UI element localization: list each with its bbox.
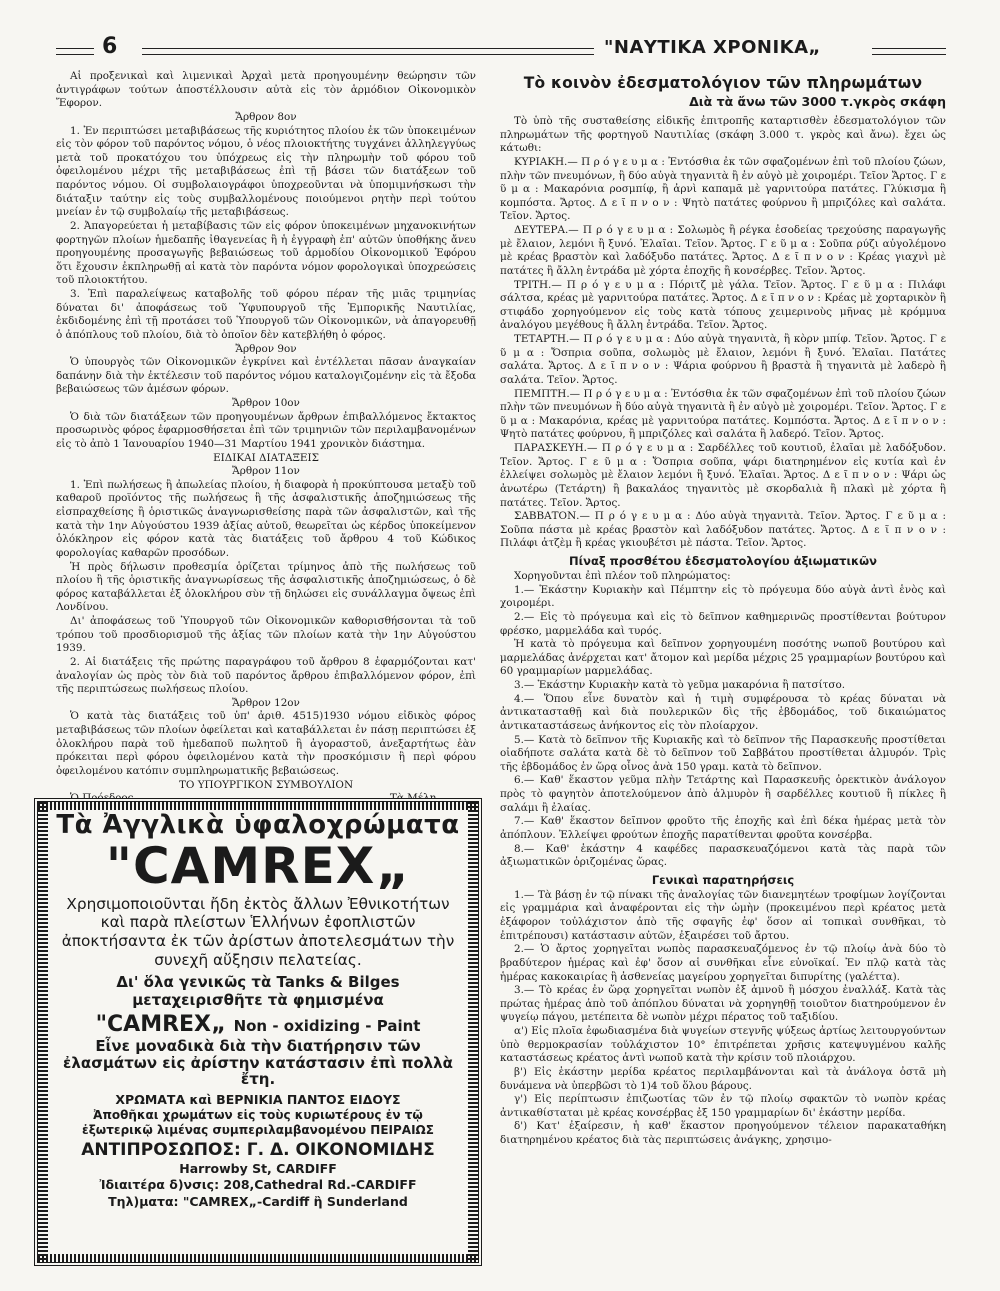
ad-paint-type: Non - oxidizing - Paint	[233, 1016, 421, 1035]
ad-address-2: Ἰδιαιτέρα δ)νσις: 208,Cathedral Rd.-CARDIFF	[99, 1177, 417, 1193]
masthead: "ΝΑΥΤΙΚΑ ΧΡΟΝΙΚΑ„	[604, 37, 821, 58]
article-intro: Τὸ ὑπὸ τῆς συσταθείσης εἰδικῆς ἐπιτροπῆς καταρτισθὲν ἐδεσματολόγιον τῶν πληρωμάτων τῆς φορτηγοῦ Ναυτιλίας (σκάφη 3.000 τ. γκρὸς καὶ ἄνω). ἔχει ὡς κάτωθι:	[500, 115, 946, 155]
general-remark: δ') Κατ' ἐξαίρεσιν, ἡ καθ' ἕκαστον προηγούμενον τέλειον παρακαταθήκη διατηρημένου κρέατος διὰ τὰς περιπτώσεις ἀνάγκης, χρησιμο-	[500, 1120, 946, 1146]
ad-brand: "CAMREX„	[105, 837, 411, 895]
general-remark: 3.— Τὸ κρέας ἐν ὥρᾳ χορηγεῖται νωπὸν ἐξ ἀμνοῦ ἢ μόσχου ἐναλλάξ. Κατὰ τὰς πρώτας ἡμέρας ἀπὸ τοῦ ἀπόπλου δύναται νὰ χορηγηθῇ τοιοῦτον διατηρούμενον ἐν ψυγείῳ πάγου, μετέπειτα δὲ νωπὸν μέχρι πέρατος τοῦ ταξιδίου.	[500, 984, 946, 1024]
law-paragraph: Δι' ἀποφάσεως τοῦ Ὑπουργοῦ τῶν Οἰκονομικῶν καθορισθήσονται τὰ τοῦ τρόπου τοῦ προσδιορισμοῦ τῆς ἀξίας τῶν πλοίων κατὰ τὴν 1ην Αὐγούστου 1939.	[56, 615, 476, 655]
law-paragraph: Ἄρθρον 11ον	[232, 465, 300, 478]
header-rule-left	[56, 48, 94, 55]
general-remarks	[500, 889, 946, 1148]
law-paragraph: Ὁ ὑπουργὸς τῶν Οἰκονομικῶν ἐγκρίνει καὶ ἐντέλλεται πᾶσαν ἀναγκαίαν δαπάνην διὰ τὴν ἐκτέλεσιν τοῦ παρόντος νόμου καταλογιζομένην εἰς τὰ ἔξοδα βεβαιώσεως τῶν ἀμέσων φόρων.	[56, 356, 476, 396]
law-text	[56, 70, 476, 792]
law-paragraph: 1. Ἐπὶ πωλήσεως ἢ ἀπωλείας πλοίου, ἡ διαφορὰ ἡ προκύπτουσα μεταξὺ τοῦ καθαροῦ προϊόντος τῆς πωλήσεως ἢ τῆς ἀσφαλιστικῆς ἀποζημιώσεως τῆς εἰσπραχθείσης ἢ ὁριστικῶς ἀναγνωρισθείσης παρὰ τῶν ἀσφαλιστῶν, καὶ τῆς κατὰ τὴν 1ην Αὐγούστου 1939 ἀξίας αὐτοῦ, θεωρεῖται ὡς κέρδος ὑποκείμενον ὁλόκληρον εἰς φόρον κατὰ τὰς διατάξεις τοῦ ἄρθρου 4 τοῦ Κώδικος φορολογίας καθαρῶν προσόδων.	[56, 478, 476, 559]
law-paragraph: Αἱ προξενικαὶ καὶ λιμενικαὶ Ἀρχαὶ μετὰ προηγουμένην θεώρησιν τῶν ἀντιγράφων τούτων ἀποστέλλουσιν αὐτὰ εἰς τὸν ἁρμόδιον Οἰκονομικὸν Ἔφορον.	[56, 70, 476, 110]
header-rule-right	[872, 48, 946, 55]
ad-border-right	[468, 802, 478, 1262]
general-remark: α') Εἰς πλοῖα ἐφωδιασμένα διὰ ψυγείων στεγνῆς ψύξεως ἀρτίως λειτουργούντων ὑπὸ θερμοκρασίαν τοὐλάχιστον 10° ἐπιτρέπεται χρῆσις κατεψυγμένου καλῆς καταστάσεως κρέατος ἀντὶ νωποῦ κατὰ τὴν κρίσιν τοῦ πλοιάρχου.	[500, 1025, 946, 1065]
officers-item: 3.— Ἑκάστην Κυριακὴν κατὰ τὸ γεῦμα μακαρόνια ἢ πατσίτσο.	[514, 679, 846, 691]
menu-day: ΤΕΤΑΡΤΗ.— Π ρ ό γ ε υ μ α : Δύο αὐγὰ τηγανιτὰ, ἢ κὸρν μπίφ. Τεῖον. Ἄρτος. Γ ε ῦ μ α : Ὄσπρια σοῦπα, σολωμὸς μὲ ἔλαιον, λεμόνι ἢ ξυνό. Ἐλαῖαι. Πατάτες σαλάτα. Ἄρτος. Δ ε ῖ π ν ο ν : Ψάρια φούρνου ἢ βραστὰ ἢ τηγανιτὰ μὲ λαδερὸ ἢ σαλάτα. Τεῖον. Ἄρτος.	[500, 333, 946, 386]
law-paragraph: ΤΟ ΥΠΟΥΡΓΙΚΟΝ ΣΥΜΒΟΥΛΙΟΝ	[178, 778, 354, 791]
law-paragraph: 2. Ἀπαγορεύεται ἡ μεταβίβασις τῶν εἰς φόρον ὑποκειμένων μηχανοκινήτων φορτηγῶν πλοίων ἡμεδαπῆς ἰθαγενείας ἢ ἡ ἐγγραφὴ ἐπ' αὐτῶν ὑποθήκης ἄνευ προηγουμένης προσαγωγῆς βεβαιώσεως τοῦ ἁρμοδίου Οἰκονομικοῦ Ἐφόρου ὅτι ἔχουσιν ἐκπληρωθῇ αἱ κατὰ τὸν παρόντα νόμον φορολογικαὶ ὑποχρεώσεις τοῦ πλοιοκτήτου.	[56, 219, 476, 287]
menu-day: ΠΕΜΠΤΗ.— Π ρ ό γ ε υ μ α : Ἐντόσθια ἐκ τῶν σφαζομένων ἐπὶ τοῦ πλοίου ζώων πλὴν τῶν πνευμόνων ἢ δύο αὐγὰ τηγανιτὰ ἢ ἐν αὐγὸ μὲ χοιρομέρι. Τεῖον. Ἄρτος. Γ ε ῦ μ α : Μακαρόνια, κρέας μὲ γαρνιτούρα πατάτες. Κομπόστα. Ἄρτος. Δ ε ῖ π ν ο ν : Ψητὸ πατάτες φούρνου, ἢ μπριζόλες καὶ σαλάτα ἢ λαδερό. Τεῖον. Ἄρτος.	[500, 387, 946, 441]
page-number: 6	[102, 34, 118, 59]
menu-day: ΚΥΡΙΑΚΗ.— Π ρ ό γ ε υ μ α : Ἐντόσθια ἐκ τῶν σφαζομένων ἐπὶ τοῦ πλοίου ζώων, πλὴν τῶν πνευμόνων, ἢ δύο αὐγὰ τηγανιτὰ ἢ ἐν αὐγὸ μὲ χοιρομέρι. Τεῖον Ἄρτος. Γ ε ῦ μ α : Μακαρόνια ροσμπίφ, ἢ ἀρνὶ καπαμᾶ μὲ γαρνιτούρα πατάτες. Γλύκισμα ἢ κομπόστα. Ἄρτος. Δ ε ῖ π ν ο ν : Ψητὸ πατάτες φούρνου ἢ μπριζόλες καὶ σαλάτα. Τεῖον. Ἄρτος.	[500, 155, 946, 223]
officers-item: Χορηγοῦνται ἐπὶ πλέον τοῦ πληρώματος:	[514, 570, 731, 582]
law-paragraph: 2. Αἱ διατάξεις τῆς πρώτης παραγράφου τοῦ ἄρθρου 8 ἐφαρμόζονται κατ' ἀναλογίαν ὡς πρὸς τὸν διὰ τοῦ παρόντος ἄρθρου ἐπιβαλλόμενον φόρον, ἐπὶ τῆς περιπτώσεως πωλήσεως πλοίου.	[56, 655, 476, 696]
menu-day: ΤΡΙΤΗ.— Π ρ ό γ ε υ μ α : Πόριτζ μὲ γάλα. Τεῖον. Ἄρτος. Γ ε ῦ μ α : Πιλάφι σάλτσα, κρέας μὲ γαρνιτούρα πατάτες. Ἄρτος. Δ ε ῖ π ν ο ν : Κρέας μὲ χορταρικὸν ἢ στιφάδο χορηγούμενον εἰς τοὺς κατὰ τόπους χειμερινοὺς μῆνας μὲ κρόμμυα ἀναλόγου μεγέθους ἢ ἄλλη ἐντράδα. Τεῖον. Ἄρτος.	[500, 278, 946, 332]
weekly-menu	[500, 156, 946, 551]
officers-item: 5.— Κατὰ τὸ δεῖπνον τῆς Κυριακῆς καὶ τὸ δεῖπνον τῆς Παρασκευῆς προστίθεται οἰαδήποτε σαλάτα κατὰ δὲ τὸ δεῖπνον τοῦ Σαββάτου προστίθεται ἁλμυρόν. Τρὶς τῆς ἑβδομάδος ἐν ὥρᾳ οἶνος ἀνὰ 150 γραμ. κατὰ τὸ δεῖπνον.	[500, 733, 946, 773]
law-paragraph: Ἄρθρον 8ον	[235, 110, 297, 123]
law-paragraph: Ἡ πρὸς δήλωσιν προθεσμία ὁρίζεται τρίμηνος ἀπὸ τῆς πωλήσεως τοῦ πλοίου ἢ τῆς ὁριστικῆς ἀναγνωρίσεως τῆς ἀσφαλιστικῆς ἀποζημιώσεως, ὁ δὲ φόρος καταβάλλεται ἐξ ὁλοκλήρου σὺν τῇ δηλώσει εἰς συνάλλαγμα ὄψεως ἐπὶ Λονδίνου.	[56, 560, 476, 614]
ad-brand-paint	[56, 1012, 460, 1037]
article-title: Τὸ κοινὸν ἐδεσματολόγιον τῶν πληρωμάτων	[523, 74, 923, 92]
officers-item: 8.— Καθ' ἑκάστην 4 καφέδες παρασκευαζόμενοι κατὰ τὰς παρὰ τῶν ἀξιωματικῶν ὁριζομένας ὥρας.	[500, 842, 946, 869]
camrex-advertisement	[34, 798, 482, 1266]
menu-day: ΣΑΒΒΑΤΟΝ.— Π ρ ό γ ε υ μ α : Δύο αὐγὰ τηγανιτὰ. Τεῖον. Ἄρτος. Γ ε ῦ μ α : Σοῦπα πάστα μὲ κρέας βραστὸν καὶ λαδόξυδον πατάτες. Ἄρτος. Δ ε ῖ π ν ο ν : Πιλάφι ἀτζὲμ ἢ κρέας γκιουβέτσι μὲ πάστα. Τεῖον. Ἄρτος.	[500, 510, 946, 550]
law-paragraph: Ἄρθρον 12ον	[232, 696, 300, 709]
ad-tanks-line: Δι' ὅλα γενικῶς τὰ Tanks & Bilges μεταχειρισθῆτε τὰ φημισμένα	[116, 973, 400, 1009]
law-paragraph: Ἄρθρον 10ον	[232, 397, 300, 409]
ad-paints-varnish: ΧΡΩΜΑΤΑ καὶ ΒΕΡΝΙΚΙΑ ΠΑΝΤΟΣ ΕΙΔΟΥΣ	[115, 1092, 401, 1108]
officers-item: 6.— Καθ' ἕκαστον γεῦμα πλὴν Τετάρτης καὶ Παρασκευῆς ὀρεκτικὸν ἀνάλογον πρὸς τὸ φαγητὸν ἀποτελούμενον ἀπὸ ἁλμυρὸν ἢ σαρδέλλες κουτιοῦ ἢ πίκλες ἢ σαλάμι ἢ ἐλαίας.	[500, 774, 946, 814]
officers-menu	[500, 570, 946, 870]
ad-border-top	[38, 802, 478, 810]
officers-item: Ἡ κατὰ τὸ πρόγευμα καὶ δεῖπνον χορηγουμένη ποσότης νωποῦ βουτύρου καὶ μαρμελάδας ἀνέρχεται κατ' ἄτομον καὶ μερίδα μέχρις 25 γραμμαρίων βουτύρου καὶ 60 γραμμαρίων μαρμελάδας.	[500, 638, 946, 678]
law-paragraph: Ὁ διὰ τῶν διατάξεων τῶν προηγουμένων ἄρθρων ἐπιβαλλόμενος ἔκτακτος προσωρινὸς φόρος ἐφαρμοσθήσεται ἐπὶ τῶν τριμηνιῶν τῶν περιλαμβανομένων εἰς τὸ ἀπὸ 1 Ἰανουαρίου 1940—31 Μαρτίου 1941 χρονικὸν διάστημα.	[56, 410, 476, 450]
officers-item: 7.— Καθ' ἕκαστον δεῖπνον φροῦτο τῆς ἐποχῆς καὶ ἐπὶ δέκα ἡμέρας μετὰ τὸν ἀπόπλουν. Ἐλλείψει φρούτων ἐποχῆς παρατίθενται φροῦτα κονσέρβα.	[500, 815, 946, 841]
general-remark: γ') Εἰς περίπτωσιν ἐπιζωοτίας τῶν ἐν τῷ πλοίῳ σφακτῶν τὸ νωπὸν κρέας ἀντικαθίσταται μὲ κρέας κονσέρβας ἐξ 150 γραμμαρίων δι' ἑκάστην μερίδα.	[500, 1093, 946, 1119]
officers-heading: Πίναξ προσθέτου ἐδεσματολογίου ἀξιωματικῶν	[569, 554, 877, 568]
officers-item: 4.— Ὅπου εἶνε δυνατὸν καὶ ἡ τιμὴ συμφέρουσα τὸ κρέας δύναται νὰ ἀντικατασταθῇ καὶ διὰ πουλερικῶν δὶς τῆς ἑβδομάδος, τοῦ δικαιώματος ἀντικαταστάσεως ἀνήκοντος εἰς τὸν πλοίαρχον.	[500, 692, 946, 732]
law-column	[56, 70, 476, 792]
ad-body: Χρησιμοποιοῦνται ἤδη ἐκτὸς ἄλλων Ἐθνικοτήτων καὶ παρὰ πλείστων Ἑλλήνων ἐφοπλιστῶν ἀποκτήσαντα ἐκ τῶν ἀρίστων ἀποτελεσμάτων τὴν συνεχῆ αὔξησιν πελατείας.	[61, 894, 455, 970]
general-heading: Γενικαὶ παρατηρήσεις	[651, 872, 795, 887]
ad-headline: Τὰ Ἀγγλικὰ ὑφαλοχρώματα	[56, 810, 460, 840]
ad-rep-name: Γ. Δ. ΟΙΚΟΝΟΜΙΔΗΣ	[246, 1139, 435, 1160]
ad-warehouses: Ἀποθῆκαι χρωμάτων εἰς τοὺς κυριωτέρους ἐν τῷ ἐξωτερικῷ λιμένας συμπεριλαμβανομένου ΠΕΙΡΑΙΩΣ	[82, 1108, 434, 1137]
ad-rep-label: ΑΝΤΙΠΡΟΣΩΠΟΣ:	[81, 1139, 241, 1160]
ad-unique-line: Εἶνε μοναδικὰ διὰ τὴν διατήρησιν τῶν ἐλασμάτων εἰς ἀρίστην κατάστασιν ἐπὶ πολλὰ ἔτη.	[63, 1036, 453, 1089]
law-paragraph: 3. Ἐπὶ παραλείψεως καταβολῆς τοῦ φόρου πέραν τῆς μιᾶς τριμηνίας δύναται δι' ἀποφάσεως τοῦ Ὑφυπουργοῦ τῆς Ἐμπορικῆς Ναυτιλίας, ἐκδιδομένης ἐπὶ τῇ προτάσει τοῦ Ὑπουργοῦ τῶν Οἰκονομικῶν, νὰ ἀπαγορευθῇ ὁ ἀπόπλους τοῦ πλοίου, διὰ τὸ ὁποῖον δὲν κατεβλήθη ὁ φόρος.	[56, 288, 476, 341]
menu-article	[500, 70, 946, 1260]
ad-brand-2: "CAMREX„	[95, 1011, 226, 1037]
article-subtitle: Διὰ τὰ ἄνω τῶν 3000 τ.γκρὸς σκάφη	[689, 94, 946, 109]
general-remark: β') Εἰς ἑκάστην μερίδα κρέατος περιλαμβάνονται καὶ τὰ ἀνάλογα ὀστᾶ μὴ δυνάμενα νὰ ὑπερβῶσι τὸ 1)4 τοῦ ὅλου βάρους.	[500, 1065, 946, 1092]
law-paragraph: 1. Ἐν περιπτώσει μεταβιβάσεως τῆς κυριότητος πλοίου ἐκ τῶν ὑποκειμένων εἰς τὸν φόρον τοῦ παρόντος νόμου, ὁ νέος πλοιοκτήτης τυγχάνει ἀλληλεγγύως μετὰ τοῦ προκατόχου του ὑπόχρεως εἰς τὴν πληρωμὴν τοῦ φόρου τοῦ ὀφειλομένου μέχρι τῆς μεταβιβάσεως ἐπὶ τῇ βάσει τῶν διατάξεων τοῦ παρόντος νόμου. Οἱ συμβολαιογράφοι ὑποχρεοῦνται νὰ ὑπομιμνήσκωσι τὴν διάταξιν ταύτην εἰς τοὺς συμβαλλομένους ποιούμενοι ρητὴν περὶ τούτου μνείαν ἐν τῷ συμβολαίῳ τῆς μεταβιβάσεως.	[56, 124, 476, 219]
officers-item: 1.— Ἑκάστην Κυριακὴν καὶ Πέμπτην εἰς τὸ πρόγευμα δύο αὐγὰ ἀντὶ ἑνὸς καὶ χοιρομέρι.	[500, 583, 946, 610]
law-paragraph: Ἄρθρον 9ον	[235, 342, 297, 355]
ad-address-3: Τηλ)ματα: "CAMREX„-Cardiff ἢ Sunderland	[108, 1193, 408, 1209]
ad-representative	[56, 1140, 460, 1160]
general-remark: 1.— Τὰ βάσῃ ἐν τῷ πίνακι τῆς ἀναλογίας τῶν διανεμητέων τροφίμων λογίζονται εἰς γραμμάρια καὶ ἀναφέρονται εἰς τὴν ὠμὴν (προκειμένου περὶ κρέατος μετὰ ἐξάφορον τοὐλάχιστον ἀπὸ τῆς σφαγῆς ἐφ' ὅσον αἱ τοπικαὶ συνθῆκαι, τὸ ἐπιτρέπουσι) κατάστασιν αὐτῶν, ἐξαιρέσει τοῦ ἄρτου.	[500, 888, 946, 942]
page-header	[56, 34, 946, 62]
ad-border-bottom	[38, 1254, 478, 1262]
ad-address-1: Harrowby St, CARDIFF	[179, 1160, 337, 1176]
general-remark: 2.— Ὁ ἄρτος χορηγεῖται νωπὸς παρασκευαζόμενος ἐν τῷ πλοίῳ ἀνὰ δύο τὸ βραδύτερον ἡμέρας καὶ ἐφ' ὅσον αἱ συνθῆκαι εἶνε εὐνοϊκαί. Ἐν πλῷ κατὰ τὰς ἡμέρας κακοκαιρίας ἢ ἀσθενείας μαγείρου χορηγεῖται διπυρίτης (γαλέττα).	[500, 943, 946, 983]
ad-border-left	[38, 802, 48, 1262]
law-paragraph: ΕΙΔΙΚΑΙ ΔΙΑΤΑΞΕΙΣ	[213, 451, 319, 464]
menu-day: ΔΕΥΤΕΡΑ.— Π ρ ό γ ε υ μ α : Σολωμὸς ἢ ρέγκα ἐσοδείας τρεχούσης παραγωγῆς μὲ ἔλαιον, λεμόνι ἢ ξυνό. Ἐλαῖαι. Τεῖον. Ἄρτος. Γ ε ῦ μ α : Σοῦπα ρύζι αὐγολέμονο μὲ κρέας βραστὸν καὶ λαδόξυδο πατάτες. Ἄρτος. Δ ε ῖ π ν ο ν : Κρέας γιαχνὶ μὲ πατάτες ἢ ἄλλη ἐντράδα μὲ χόρτα ἐποχῆς ἢ κονσέρβες. Τεῖον. Ἄρτος.	[500, 224, 946, 277]
law-paragraph: Ὁ κατὰ τὰς διατάξεις τοῦ ὑπ' ἀριθ. 4515)1930 νόμου εἰδικὸς φόρος μεταβιβάσεως τῶν πλοίων ὀφείλεται καὶ καταβάλλεται ἐν πάσῃ περιπτώσει ἐξ ὁλοκλήρου παρὰ τοῦ ἡμεδαποῦ πωλητοῦ ἢ ἀγοραστοῦ, ἀνεξαρτήτως ἐὰν πρόκειται περὶ φόρου ὀφειλομένου κατὰ τὴν προσκόμισιν ἢ περὶ φόρου ὀφειλομένου κατόπιν συμπληρωματικῆς βεβαιώσεως.	[56, 710, 476, 777]
header-rule-middle	[142, 48, 594, 55]
officers-item: 2.— Εἰς τὸ πρόγευμα καὶ εἰς τὸ δεῖπνον καθημερινῶς προστίθενται βούτυρον φρέσκο, μαρμελάδα καὶ τυρός.	[500, 610, 946, 637]
menu-day: ΠΑΡΑΣΚΕΥΗ.— Π ρ ό γ ε υ μ α : Σαρδέλλες τοῦ κουτιοῦ, ἐλαῖαι μὲ λαδόξυδον. Τεῖον. Ἄρτος. Γ ε ῦ μ α : Ὄσπρια σοῦπα, ψάρι διατηρημένον εἰς κυτία καὶ ἐν ἐλλείψει σολωμὸς μὲ ἔλαιον λεμόνι ἢ ξυνό. Ἐλαῖαι. Ἄρτος. Δ ε ῖ π ν ο ν : Ψάρι ὡς ἀνωτέρω (Τετάρτη) ἢ βακαλάος τηγανιτὸς μὲ σκορδαλιὰ ἢ πλακὶ μὲ χόρτα ἢ πατάτες. Τεῖον. Ἄρτος.	[500, 442, 946, 509]
